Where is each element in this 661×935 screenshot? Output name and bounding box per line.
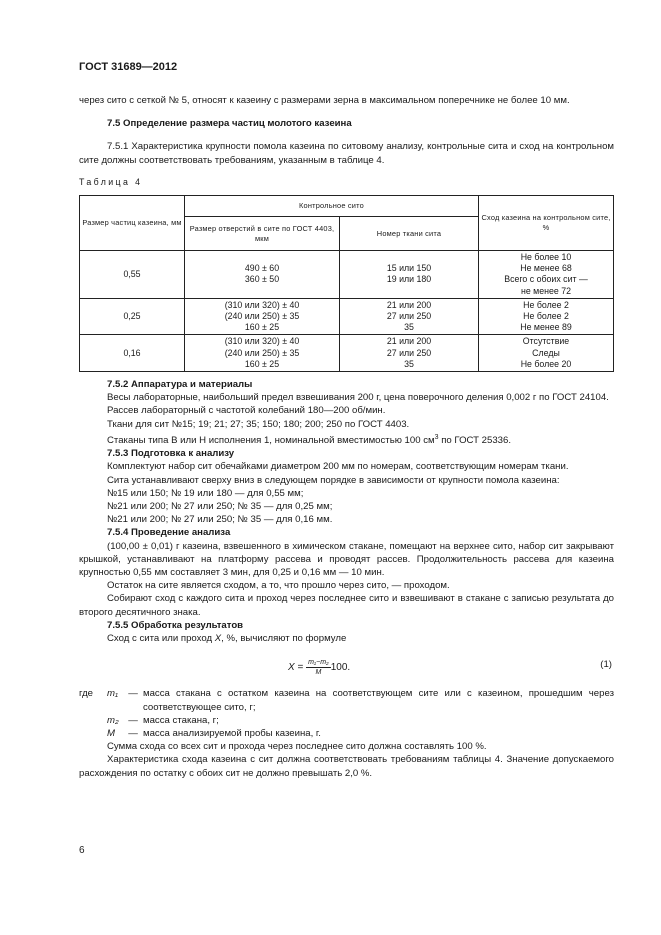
variable: X xyxy=(214,633,222,645)
section-7-5-2-title: 7.5.2 Аппаратура и материалы xyxy=(107,379,253,391)
cell-line: Следы xyxy=(532,347,560,358)
cell-line: (310 или 320) ± 40 xyxy=(224,299,300,310)
cell-fabric xyxy=(340,335,479,372)
definition-symbol: M xyxy=(107,727,115,739)
page-number: 6 xyxy=(79,845,85,856)
paragraph xyxy=(79,632,614,645)
cell-line: Всего с обоих сит — xyxy=(504,274,588,285)
cell-size: 0,25 xyxy=(80,298,185,335)
paragraph: Характеристика схода казеина с сит должна соответствовать требованиям таблицы 4. Значение допускаемого расхождения по остатку с обоих сит не должно превышать 2,0 %. xyxy=(79,754,614,779)
text-run: , %, вычисляют по формуле xyxy=(221,633,347,645)
header-fabric-no: Номер ткани сита xyxy=(340,217,479,251)
cell-fabric xyxy=(340,251,479,299)
paragraph: Сумма схода со всех сит и прохода через последнее сито должна составлять 100 %. xyxy=(107,741,487,753)
header-control-sieve: Контрольное сито xyxy=(185,196,479,217)
definition-dash: — xyxy=(128,688,138,700)
cell-line: 21 или 200 xyxy=(386,336,432,347)
list-item: №21 или 200; № 27 или 250; № 35 — для 0,16 мм. xyxy=(107,514,333,526)
document-code-header: ГОСТ 31689—2012 xyxy=(79,61,178,73)
definition-text: масса стакана с остатком казеина на соответствующем сите или с казеином, прошедшим через соответствующее сито, г; xyxy=(143,688,614,713)
text-run: Сход с сита или проход xyxy=(107,633,215,645)
cell-residue xyxy=(479,251,614,299)
section-7-5-title: 7.5 Определение размера частиц молотого казеина xyxy=(107,118,352,130)
header-size: Размер частиц казеина, мм xyxy=(80,196,185,251)
paragraph: Рассев лабораторный с частотой колебаний 180—200 об/мин. xyxy=(107,405,386,417)
cell-fabric xyxy=(340,298,479,335)
table-4 xyxy=(79,195,614,372)
paragraph: (100,00 ± 0,01) г казеина, взвешенного в химическом стакане, помещают на верхнее сито, набор сит закрывают крышкой, устанавливают на платформу рассева и проводят рассев. Продолжительность рассева для казеина крупностью 0,55 мм составляет 3 мин, для 0,25 и 0,16 мм — 10 мин. xyxy=(79,540,614,579)
table-caption: Таблица 4 xyxy=(79,176,143,187)
cell-line: 19 или 180 xyxy=(386,274,432,285)
paragraph: Собирают сход с каждого сита и проход через последнее сито и взвешивают в стакане с записью результата до второго десятичного знака. xyxy=(79,593,614,618)
cell-size: 0,55 xyxy=(80,251,185,299)
cell-line: Не более 2 xyxy=(523,299,569,310)
cell-line: 27 или 250 xyxy=(386,347,432,358)
section-7-5-3-title: 7.5.3 Подготовка к анализу xyxy=(107,448,235,460)
cell-line: (240 или 250) ± 35 xyxy=(224,311,300,322)
text-run: по ГОСТ 25336. xyxy=(438,435,512,447)
cell-line: Не более 20 xyxy=(520,358,572,369)
cell-residue xyxy=(479,335,614,372)
paragraph: Ткани для сит №15; 19; 21; 27; 35; 150; 180; 200; 250 по ГОСТ 4403. xyxy=(107,418,410,430)
cell-line: 35 xyxy=(404,358,414,369)
cell-line: 160 ± 25 xyxy=(244,322,280,333)
definition-text: масса стакана, г; xyxy=(143,714,219,726)
cell-line: Отсутствие xyxy=(522,336,570,347)
formula-denominator: M xyxy=(315,669,322,677)
formula-1 xyxy=(79,647,614,687)
cell-holes xyxy=(185,251,340,299)
cell-line: 160 ± 25 xyxy=(244,358,280,369)
formula-equals: = xyxy=(297,662,304,674)
cell-line: Не более 10 xyxy=(520,252,572,263)
list-item: №15 или 150; № 19 или 180 — для 0,55 мм; xyxy=(107,487,304,499)
definition-symbol: m₁ xyxy=(107,688,119,700)
paragraph: Весы лабораторные, наибольший предел взвешивания 200 г, цена поверочного деления 0,002 г по ГОСТ 24104. xyxy=(107,392,609,404)
section-7-5-4-title: 7.5.4 Проведение анализа xyxy=(107,527,231,539)
paragraph: Сита устанавливают сверху вниз в следующем порядке в зависимости от крупности помола казеина: xyxy=(107,474,560,486)
cell-line: (310 или 320) ± 40 xyxy=(224,336,300,347)
cell-size: 0,16 xyxy=(80,335,185,372)
where-label: где xyxy=(79,688,94,700)
formula-numerator: m₁−m₂ xyxy=(308,659,329,667)
cell-line: 15 или 150 xyxy=(386,263,432,274)
table-row xyxy=(80,298,614,335)
cell-holes xyxy=(185,298,340,335)
formula-expression xyxy=(288,658,350,677)
formula-fraction xyxy=(306,658,331,677)
cell-line: Не более 2 xyxy=(523,311,569,322)
section-7-5-5-title: 7.5.5 Обработка результатов xyxy=(107,619,244,631)
cell-line: Не менее 68 xyxy=(520,263,572,274)
list-item: №21 или 200; № 27 или 250; № 35 — для 0,25 мм; xyxy=(107,501,333,513)
formula-multiplier: 100. xyxy=(330,662,351,674)
cell-line: 35 xyxy=(404,322,414,333)
definitions-list xyxy=(79,687,614,740)
cell-line: 27 или 250 xyxy=(386,311,432,322)
superscript: 3 xyxy=(434,433,439,441)
cell-line: 21 или 200 xyxy=(386,299,432,310)
cell-holes xyxy=(185,335,340,372)
paragraph-7-5-1: 7.5.1 Характеристика крупности помола казеина по ситовому анализу, контрольные сита и сход на контрольном сите должны соответствовать требованиям, указанным в таблице 4. xyxy=(79,141,614,166)
cell-line: 360 ± 50 xyxy=(244,274,280,285)
text-run: Стаканы типа В или Н исполнения 1, номинальной вместимостью 100 см xyxy=(107,435,435,447)
formula-number: (1) xyxy=(600,659,612,671)
page-body xyxy=(79,94,614,780)
table-row xyxy=(80,251,614,299)
definition-dash: — xyxy=(128,714,138,726)
intro-paragraph: через сито с сеткой № 5, относят к казеину с размерами зерна в максимальном поперечнике не более 10 мм. xyxy=(79,95,570,106)
definition-text: масса анализируемой пробы казеина, г. xyxy=(143,727,321,739)
cell-line: (240 или 250) ± 35 xyxy=(224,347,300,358)
table-row xyxy=(80,335,614,372)
definition-symbol: m₂ xyxy=(107,714,119,726)
paragraph: Комплектуют набор сит обечайками диаметром 200 мм по номерам, соответствующим номерам ткани. xyxy=(107,461,569,473)
definition-dash: — xyxy=(128,727,138,739)
formula-lhs: X xyxy=(288,662,295,674)
cell-line: не менее 72 xyxy=(520,285,571,296)
cell-line: Не менее 89 xyxy=(520,322,572,333)
paragraph xyxy=(79,431,614,447)
cell-residue xyxy=(479,298,614,335)
paragraph: Остаток на сите является сходом, а то, что прошло через сито, — проходом. xyxy=(107,580,450,592)
header-hole-size: Размер отверстий в сите по ГОСТ 4403, мкм xyxy=(185,217,340,251)
header-residue: Сход казеина на контрольном сите, % xyxy=(479,196,614,251)
cell-line: 490 ± 60 xyxy=(244,263,280,274)
